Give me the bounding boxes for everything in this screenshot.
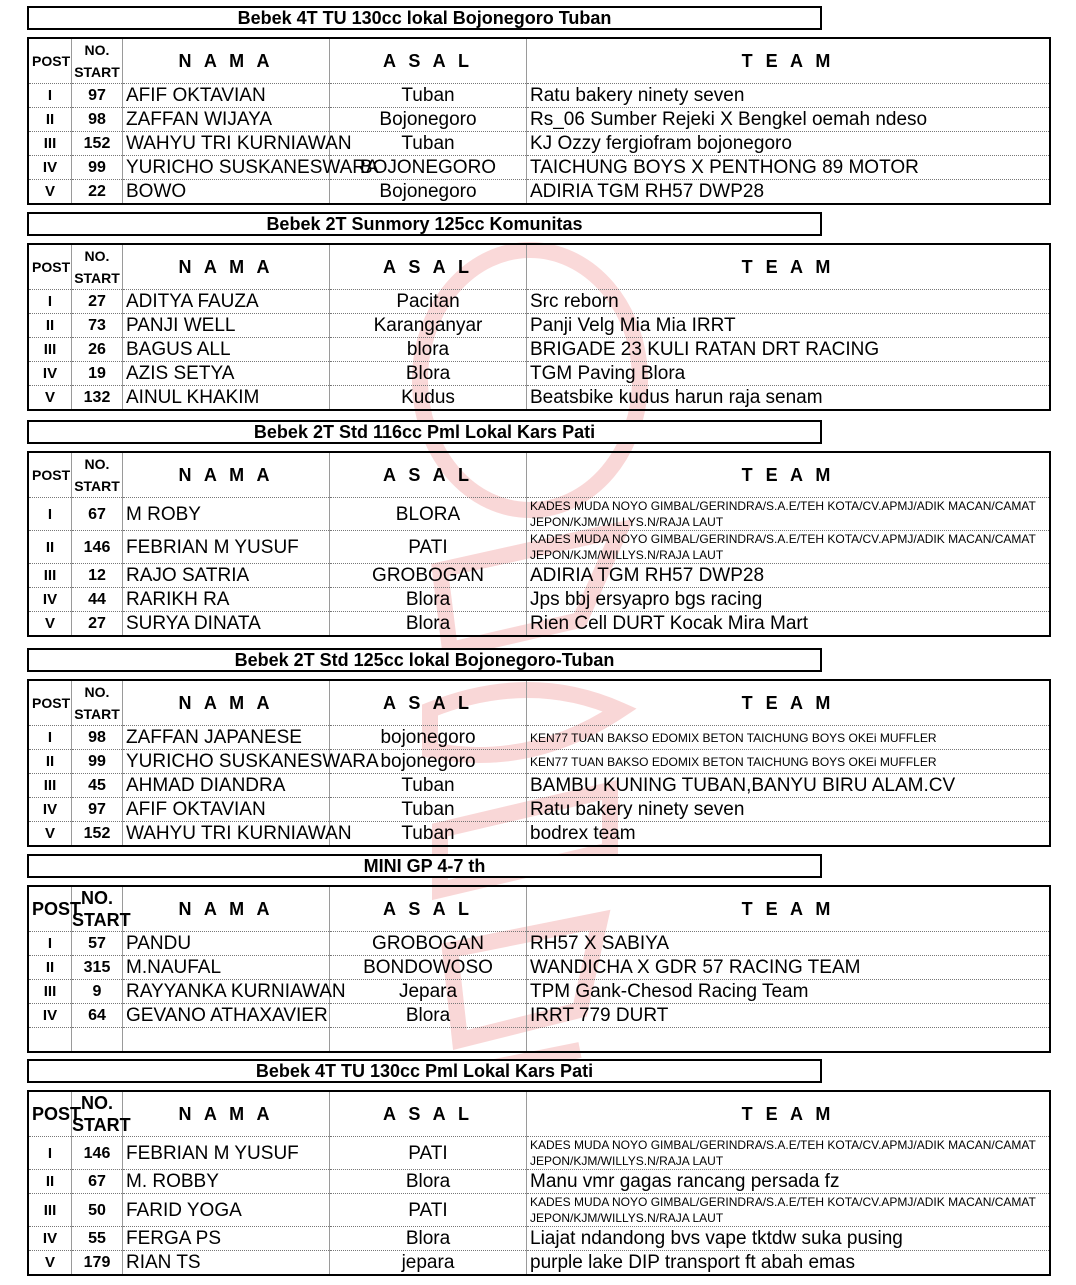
class-title: Bebek 2T Sunmory 125cc Komunitas (27, 212, 822, 236)
cell-no_line2: START (74, 478, 120, 494)
cell-team: KEN77 TUAN BAKSO EDOMIX BETON TAICHUNG BOYS OKEi MUFFLER (527, 726, 1051, 750)
cell-pos: I (28, 932, 72, 956)
cell-asal: bojonegoro (330, 750, 527, 774)
cell-team (527, 1028, 1051, 1053)
team-header: T E A M (527, 886, 1051, 932)
cell-asal: Tuban (330, 132, 527, 156)
cell-team: Liajat ndandong bvs vape tktdw suka pusing (527, 1227, 1051, 1251)
cell-team: RH57 X SABIYA (527, 932, 1051, 956)
cell-nama: YURICHO SUSKANESWARA (123, 156, 330, 180)
cell-no_line2: START (74, 270, 120, 286)
header-row (28, 452, 1050, 498)
cell-asal: Blora (330, 1227, 527, 1251)
no-start-header (72, 1091, 131, 1137)
cell-pos: III (28, 1194, 72, 1227)
cell-team: TAICHUNG BOYS X PENTHONG 89 MOTOR (527, 156, 1051, 180)
cell-no: 26 (72, 338, 123, 362)
table-row (28, 180, 1050, 205)
cell-team: bodrex team (530, 823, 636, 844)
cell-nama: WAHYU TRI KURNIAWAN (123, 132, 330, 156)
cell-asal: Blora (330, 1170, 527, 1194)
cell-asal: PATI (330, 1137, 527, 1170)
cell-pos: I (28, 1137, 72, 1170)
table-row (28, 980, 1050, 1004)
cell-asal: Bojonegoro (330, 108, 527, 132)
cell-asal: Karanganyar (330, 314, 527, 338)
cell-nama: AFIF OKTAVIAN (123, 798, 330, 822)
cell-pos: I (28, 84, 72, 108)
cell-asal: jepara (330, 1251, 527, 1276)
cell-pos: III (28, 774, 72, 798)
team-header: T E A M (527, 680, 1051, 726)
table-row (28, 132, 1050, 156)
results-table (27, 1090, 1051, 1276)
table-row (28, 531, 1050, 564)
table-row (28, 588, 1050, 612)
cell-team: KADES MUDA NOYO GIMBAL/GERINDRA/S.A.E/TEH KOTA/CV.APMJ/ADIK MACAN/CAMAT JEPON/KJM/WILLYS.N/RAJA LAUT (527, 498, 1051, 531)
header-row (28, 680, 1050, 726)
cell-asal: BONDOWOSO (330, 956, 527, 980)
cell-no: 12 (72, 564, 123, 588)
team-header: T E A M (527, 38, 1051, 84)
cell-team: TPM Gank-Chesod Racing Team (527, 980, 1051, 1004)
cell-nama: M.NAUFAL (123, 956, 330, 980)
cell-no: 152 (72, 822, 123, 847)
table-row (28, 498, 1050, 531)
cell-asal: bojonegoro (330, 726, 527, 750)
cell-no: 315 (72, 956, 123, 980)
cell-pos: II (28, 314, 72, 338)
header-row (28, 244, 1050, 290)
cell-pos: I (28, 290, 72, 314)
cell-no_line2: START (72, 1115, 131, 1135)
cell-asal: Kudus (330, 386, 527, 411)
table-row (28, 290, 1050, 314)
class-title: Bebek 2T Std 125cc lokal Bojonegoro-Tuban (27, 648, 822, 672)
cell-no: 45 (72, 774, 123, 798)
cell-team: BAMBU KUNING TUBAN,BANYU BIRU ALAM.CV (527, 774, 1051, 798)
cell-no: 57 (72, 932, 123, 956)
cell-asal: Jepara (330, 980, 527, 1004)
cell-team: Rs_06 Sumber Rejeki X Bengkel oemah ndeso (527, 108, 1051, 132)
cell-nama: PANDU (123, 932, 330, 956)
nama-header: N A M A (123, 886, 330, 932)
cell-no_line2: START (72, 910, 131, 930)
table-row (28, 362, 1050, 386)
cell-pos: III (28, 564, 72, 588)
cell-team: Rien Cell DURT Kocak Mira Mart (530, 613, 809, 634)
cell-team: Src reborn (527, 290, 1051, 314)
results-table (27, 679, 1051, 847)
table-row (28, 822, 1050, 847)
cell-team: ADIRIA TGM RH57 DWP28 (530, 181, 765, 202)
asal-header: A S A L (330, 244, 527, 290)
cell-nama: ZAFFAN JAPANESE (123, 726, 330, 750)
cell-pos: II (28, 750, 72, 774)
cell-asal: Blora (330, 362, 527, 386)
table-row (28, 338, 1050, 362)
cell-no: 73 (72, 314, 123, 338)
cell-nama: PANJI WELL (123, 314, 330, 338)
table-row (28, 612, 1050, 637)
cell-nama: YURICHO SUSKANESWARA (123, 750, 330, 774)
asal-header: A S A L (330, 1091, 527, 1137)
cell-pos: V (28, 386, 72, 411)
cell-nama: RIAN TS (123, 1251, 330, 1276)
cell-asal: Blora (330, 588, 527, 612)
results-table (27, 37, 1051, 205)
cell-no: 98 (72, 108, 123, 132)
cell-no: 179 (72, 1251, 123, 1276)
cell-nama: AZIS SETYA (123, 362, 330, 386)
team-header: T E A M (527, 1091, 1051, 1137)
results-table (27, 451, 1051, 637)
cell-pos: IV (28, 362, 72, 386)
cell-nama: AHMAD DIANDRA (123, 774, 330, 798)
cell-no_line1: NO. (84, 684, 110, 700)
cell-pos: II (28, 956, 72, 980)
cell-no: 146 (72, 1137, 123, 1170)
cell-no: 97 (72, 798, 123, 822)
cell-no: 132 (72, 386, 123, 411)
post-header: POST (28, 38, 72, 84)
header-row (28, 886, 1050, 932)
cell-asal: Pacitan (330, 290, 527, 314)
post-header: POST (28, 1091, 72, 1137)
cell-pos: II (28, 531, 72, 564)
cell-no_line2: START (74, 706, 120, 722)
cell-nama: FERGA PS (123, 1227, 330, 1251)
cell-no: 97 (72, 84, 123, 108)
cell-pos: III (28, 132, 72, 156)
cell-team: Ratu bakery ninety seven (527, 798, 1051, 822)
class-title: Bebek 4T TU 130cc lokal Bojonegoro Tuban (27, 6, 822, 30)
cell-pos: II (28, 108, 72, 132)
nama-header: N A M A (123, 680, 330, 726)
cell-asal: Tuban (330, 798, 527, 822)
cell-team: Beatsbike kudus harun raja senam (530, 387, 823, 408)
cell-pos: I (28, 726, 72, 750)
cell-nama: ADITYA FAUZA (123, 290, 330, 314)
cell-no: 27 (72, 290, 123, 314)
cell-nama: AFIF OKTAVIAN (123, 84, 330, 108)
table-row (28, 84, 1050, 108)
table-row (28, 108, 1050, 132)
cell-team: KADES MUDA NOYO GIMBAL/GERINDRA/S.A.E/TEH KOTA/CV.APMJ/ADIK MACAN/CAMAT JEPON/KJM/WILLYS.N/RAJA LAUT (527, 1194, 1051, 1227)
table-row (28, 774, 1050, 798)
cell-no (72, 1028, 123, 1053)
table-row (28, 1137, 1050, 1170)
cell-team: purple lake DIP transport ft abah emas (530, 1252, 855, 1273)
cell-team: BRIGADE 23 KULI RATAN DRT RACING (527, 338, 1051, 362)
cell-pos: I (28, 498, 72, 531)
cell-no_line2: START (74, 64, 120, 80)
cell-pos: IV (28, 798, 72, 822)
cell-team: Jps bbj ersyapro bgs racing (527, 588, 1051, 612)
cell-asal: Blora (330, 612, 527, 637)
cell-no: 99 (72, 750, 123, 774)
cell-no: 9 (72, 980, 123, 1004)
table-row (28, 1227, 1050, 1251)
nama-header: N A M A (123, 1091, 330, 1137)
cell-no: 98 (72, 726, 123, 750)
table-row (28, 386, 1050, 411)
header-row (28, 1091, 1050, 1137)
cell-asal: Bojonegoro (330, 180, 527, 205)
asal-header: A S A L (330, 38, 527, 84)
header-row (28, 38, 1050, 84)
cell-team: ADIRIA TGM RH57 DWP28 (527, 564, 1051, 588)
cell-no: 146 (72, 531, 123, 564)
table-row (28, 564, 1050, 588)
cell-nama: FARID YOGA (123, 1194, 330, 1227)
cell-asal: GROBOGAN (330, 564, 527, 588)
cell-pos: IV (28, 588, 72, 612)
cell-asal: PATI (330, 1194, 527, 1227)
no-start-header (72, 886, 131, 932)
table-row (28, 314, 1050, 338)
cell-no: 99 (72, 156, 123, 180)
cell-no: 22 (72, 180, 123, 205)
table-row (28, 1251, 1050, 1276)
cell-asal: blora (330, 338, 527, 362)
cell-no_line1: NO. (84, 42, 110, 58)
cell-nama: M ROBY (123, 498, 330, 531)
cell-no: 152 (72, 132, 123, 156)
cell-pos: IV (28, 1227, 72, 1251)
post-header: POST (28, 452, 72, 498)
post-header: POST (28, 244, 72, 290)
class-title: Bebek 2T Std 116cc Pml Lokal Kars Pati (27, 420, 822, 444)
cell-no_line1: NO. (84, 248, 110, 264)
cell-team: KADES MUDA NOYO GIMBAL/GERINDRA/S.A.E/TEH KOTA/CV.APMJ/ADIK MACAN/CAMAT JEPON/KJM/WILLYS.N/RAJA LAUT (527, 531, 1051, 564)
cell-no: 55 (72, 1227, 123, 1251)
team-header: T E A M (527, 452, 1051, 498)
cell-asal (330, 1028, 527, 1053)
cell-pos: IV (28, 1004, 72, 1028)
cell-no: 19 (72, 362, 123, 386)
cell-no: 67 (72, 498, 123, 531)
no-start-header (72, 38, 123, 84)
table-row (28, 956, 1050, 980)
cell-asal: BLORA (330, 498, 527, 531)
cell-nama: AINUL KHAKIM (123, 386, 330, 411)
class-title: Bebek 4T TU 130cc Pml Lokal Kars Pati (27, 1059, 822, 1083)
no-start-header (72, 244, 123, 290)
table-row (28, 1170, 1050, 1194)
cell-nama: WAHYU TRI KURNIAWAN (123, 822, 330, 847)
cell-nama: RAJO SATRIA (123, 564, 330, 588)
cell-team: Manu vmr gagas rancang persada fz (527, 1170, 1051, 1194)
cell-pos: V (28, 822, 72, 847)
cell-pos: V (28, 612, 72, 637)
cell-no_line1: NO. (84, 456, 110, 472)
cell-team: KADES MUDA NOYO GIMBAL/GERINDRA/S.A.E/TEH KOTA/CV.APMJ/ADIK MACAN/CAMAT JEPON/KJM/WILLYS.N/RAJA LAUT (527, 1137, 1051, 1170)
cell-nama: BAGUS ALL (123, 338, 330, 362)
post-header: POST (28, 886, 72, 932)
cell-no: 67 (72, 1170, 123, 1194)
cell-team: WANDICHA X GDR 57 RACING TEAM (527, 956, 1051, 980)
cell-pos: II (28, 1170, 72, 1194)
asal-header: A S A L (330, 680, 527, 726)
table-row (28, 750, 1050, 774)
cell-pos: IV (28, 156, 72, 180)
results-table (27, 243, 1051, 411)
cell-no: 27 (72, 612, 123, 637)
table-row (28, 156, 1050, 180)
table-row (28, 1028, 1050, 1053)
asal-header: A S A L (330, 452, 527, 498)
nama-header: N A M A (123, 38, 330, 84)
cell-nama: M. ROBBY (123, 1170, 330, 1194)
cell-no_line1: NO. (80, 1093, 113, 1113)
cell-asal: Tuban (330, 84, 527, 108)
cell-asal: Blora (330, 1004, 527, 1028)
cell-nama (123, 1028, 330, 1053)
cell-team: IRRT 779 DURT (527, 1004, 1051, 1028)
cell-asal: PATI (330, 531, 527, 564)
cell-nama: GEVANO ATHAXAVIER (123, 1004, 330, 1028)
cell-asal: BOJONEGORO (330, 156, 527, 180)
no-start-header (72, 680, 123, 726)
cell-team: Panji Velg Mia Mia IRRT (527, 314, 1051, 338)
cell-no_line1: NO. (80, 888, 113, 908)
cell-team: KJ Ozzy fergiofram bojonegoro (527, 132, 1051, 156)
cell-asal: GROBOGAN (330, 932, 527, 956)
cell-asal: Tuban (330, 822, 527, 847)
cell-nama: RARIKH RA (123, 588, 330, 612)
cell-nama: BOWO (123, 180, 330, 205)
table-row (28, 798, 1050, 822)
cell-no: 44 (72, 588, 123, 612)
cell-nama: ZAFFAN WIJAYA (123, 108, 330, 132)
nama-header: N A M A (123, 452, 330, 498)
cell-pos: V (28, 180, 72, 205)
table-row (28, 726, 1050, 750)
cell-team: TGM Paving Blora (527, 362, 1051, 386)
no-start-header (72, 452, 123, 498)
cell-pos: III (28, 980, 72, 1004)
class-title: MINI GP 4-7 th (27, 854, 822, 878)
cell-nama: FEBRIAN M YUSUF (123, 531, 330, 564)
cell-nama: FEBRIAN M YUSUF (123, 1137, 330, 1170)
cell-team: KEN77 TUAN BAKSO EDOMIX BETON TAICHUNG BOYS OKEi MUFFLER (527, 750, 1051, 774)
cell-pos (28, 1028, 72, 1053)
nama-header: N A M A (123, 244, 330, 290)
cell-nama: SURYA DINATA (123, 612, 330, 637)
cell-pos: III (28, 338, 72, 362)
post-header: POST (28, 680, 72, 726)
cell-nama: RAYYANKA KURNIAWAN (123, 980, 330, 1004)
cell-asal: Tuban (330, 774, 527, 798)
cell-no: 50 (72, 1194, 123, 1227)
cell-team: Ratu bakery ninety seven (527, 84, 1051, 108)
results-table (27, 885, 1051, 1053)
table-row (28, 1194, 1050, 1227)
asal-header: A S A L (330, 886, 527, 932)
table-row (28, 932, 1050, 956)
table-row (28, 1004, 1050, 1028)
cell-pos: V (28, 1251, 72, 1276)
team-header: T E A M (527, 244, 1051, 290)
cell-no: 64 (72, 1004, 123, 1028)
